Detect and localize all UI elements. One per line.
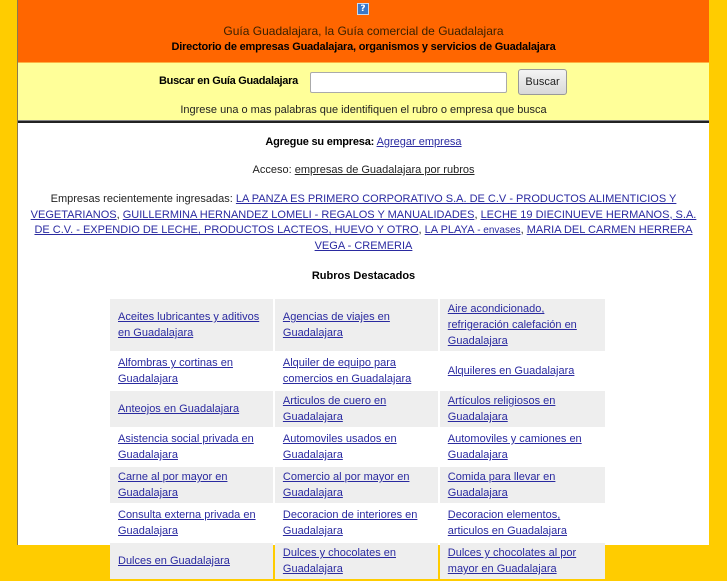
featured-title: Rubros Destacados xyxy=(311,270,416,282)
table-cell xyxy=(440,299,605,351)
recent-company-suffix: - envases xyxy=(474,225,521,236)
access-line xyxy=(22,164,705,176)
recent-company-link[interactable] xyxy=(425,224,521,236)
category-link[interactable]: Decoracion de interiores en Guadalajara xyxy=(282,509,418,537)
help-icon[interactable]: ? xyxy=(357,3,369,15)
recent-company-link[interactable]: LECHE 19 DIECINUEVE HERMANOS, S.A. DE C.V. - EXPENDIO DE LECHE, PRODUCTOS LACTEOS, HUEVO Y OTRO xyxy=(34,208,697,236)
table-cell xyxy=(110,391,273,427)
recent-company-name: LA PLAYA xyxy=(424,224,475,236)
access-label: Acceso: xyxy=(252,164,292,176)
add-company-link[interactable]: Agregar empresa xyxy=(376,136,462,148)
table-row xyxy=(110,429,605,465)
category-link[interactable]: Dulces y chocolates en Guadalajara xyxy=(282,547,397,575)
table-row xyxy=(110,467,605,503)
main-content xyxy=(18,136,709,581)
recent-company-link[interactable]: MARIA DEL CARMEN HERRERA VEGA - CREMERIA xyxy=(314,224,693,252)
category-link[interactable]: Automoviles y camiones en Guadalajara xyxy=(447,433,582,461)
recent-companies: Empresas recientemente ingresadas: LA PANZA ES PRIMERO CORPORATIVO S.A. DE C.V - PRODUCTOS ALIMENTICIOS Y VEGETARIANOS, GUILLERMINA HERNANDEZ LOMELI - REGALOS Y MANUALIDADES, LECHE 19 DIECINUEVE HERMANOS, S.A. DE C.V. - EXPENDIO DE LECHE, PRODUCTOS LACTEOS, HUEVO Y OTRO, LA PLAYA - envases, MARIA DEL CARMEN HERRERA VEGA - CREMERIA xyxy=(30,193,697,252)
category-link[interactable]: Asistencia social privada en Guadalajara xyxy=(118,433,254,461)
table-row xyxy=(110,543,605,579)
search-hint: Ingrese una o mas palabras que identifiquen el rubro o empresa que busca xyxy=(180,104,547,116)
category-link[interactable]: Alquiler de equipo para comercios en Guadalajara xyxy=(282,357,412,385)
category-link[interactable]: Comercio al por mayor en Guadalajara xyxy=(282,471,410,499)
table-cell xyxy=(110,429,273,465)
search-button[interactable]: Buscar xyxy=(518,69,567,95)
category-link[interactable]: Decoracion elementos, articulos en Guadalajara xyxy=(447,509,568,537)
category-link[interactable]: Artículos religiosos en Guadalajara xyxy=(447,395,556,423)
category-link[interactable]: Automoviles usados en Guadalajara xyxy=(282,433,397,461)
table-cell xyxy=(440,353,605,389)
category-link[interactable]: Dulces y chocolates al por mayor en Guadalajara xyxy=(447,547,577,575)
category-link[interactable]: Alfombras y cortinas en Guadalajara xyxy=(118,357,233,385)
category-link[interactable]: Articulos de cuero en Guadalajara xyxy=(282,395,387,423)
search-label: Buscar en Guía Guadalajara xyxy=(159,75,298,87)
table-row xyxy=(110,299,605,351)
featured-categories-table xyxy=(108,297,607,581)
table-cell xyxy=(275,391,438,427)
categories-link[interactable]: empresas de Guadalajara por rubros xyxy=(294,164,475,176)
table-row xyxy=(110,391,605,427)
header xyxy=(18,0,709,62)
table-cell xyxy=(440,391,605,427)
table-cell xyxy=(275,505,438,541)
table-cell xyxy=(440,467,605,503)
table-cell xyxy=(110,467,273,503)
category-link[interactable]: Consulta externa privada en Guadalajara xyxy=(118,509,256,537)
table-cell xyxy=(440,505,605,541)
table-cell xyxy=(110,353,273,389)
category-link[interactable]: Comida para llevar en Guadalajara xyxy=(447,471,556,499)
recent-company-link[interactable]: GUILLERMINA HERNANDEZ LOMELI - REGALOS Y MANUALIDADES xyxy=(122,208,475,221)
table-cell xyxy=(275,467,438,503)
table-cell xyxy=(275,429,438,465)
recent-company-link[interactable]: LA PANZA ES PRIMERO CORPORATIVO S.A. DE C.V - PRODUCTOS ALIMENTICIOS Y VEGETARIANOS xyxy=(30,193,677,221)
search-input[interactable] xyxy=(310,72,507,93)
table-row xyxy=(110,505,605,541)
category-link[interactable]: Carne al por mayor en Guadalajara xyxy=(118,471,228,499)
add-company-label: Agregue su empresa: xyxy=(265,136,375,148)
table-cell xyxy=(110,299,273,351)
table-cell xyxy=(275,353,438,389)
category-link[interactable]: Dulces en Guadalajara xyxy=(118,555,230,567)
table-cell xyxy=(110,505,273,541)
category-link[interactable]: Alquileres en Guadalajara xyxy=(447,365,575,377)
table-cell xyxy=(275,543,438,579)
table-row xyxy=(110,353,605,389)
recent-label: Empresas recientemente ingresadas: xyxy=(50,193,233,205)
category-link[interactable]: Aceites lubricantes y aditivos en Guadalajara xyxy=(118,311,260,339)
category-link[interactable]: Anteojos en Guadalajara xyxy=(118,403,240,415)
table-cell xyxy=(275,299,438,351)
page-container xyxy=(17,0,709,575)
search-bar xyxy=(18,62,709,120)
add-company-line xyxy=(22,136,705,148)
site-title: Guía Guadalajara, la Guía comercial de Guadalajara xyxy=(223,24,504,38)
site-subtitle: Directorio de empresas Guadalajara, organismos y servicios de Guadalajara xyxy=(171,41,556,53)
table-cell xyxy=(440,543,605,579)
table-cell xyxy=(110,543,273,579)
table-cell xyxy=(440,429,605,465)
category-link[interactable]: Agencias de viajes en Guadalajara xyxy=(282,311,390,339)
category-link[interactable]: Aire acondicionado, refrigeración calefación en Guadalajara xyxy=(447,303,577,347)
divider xyxy=(18,120,709,123)
